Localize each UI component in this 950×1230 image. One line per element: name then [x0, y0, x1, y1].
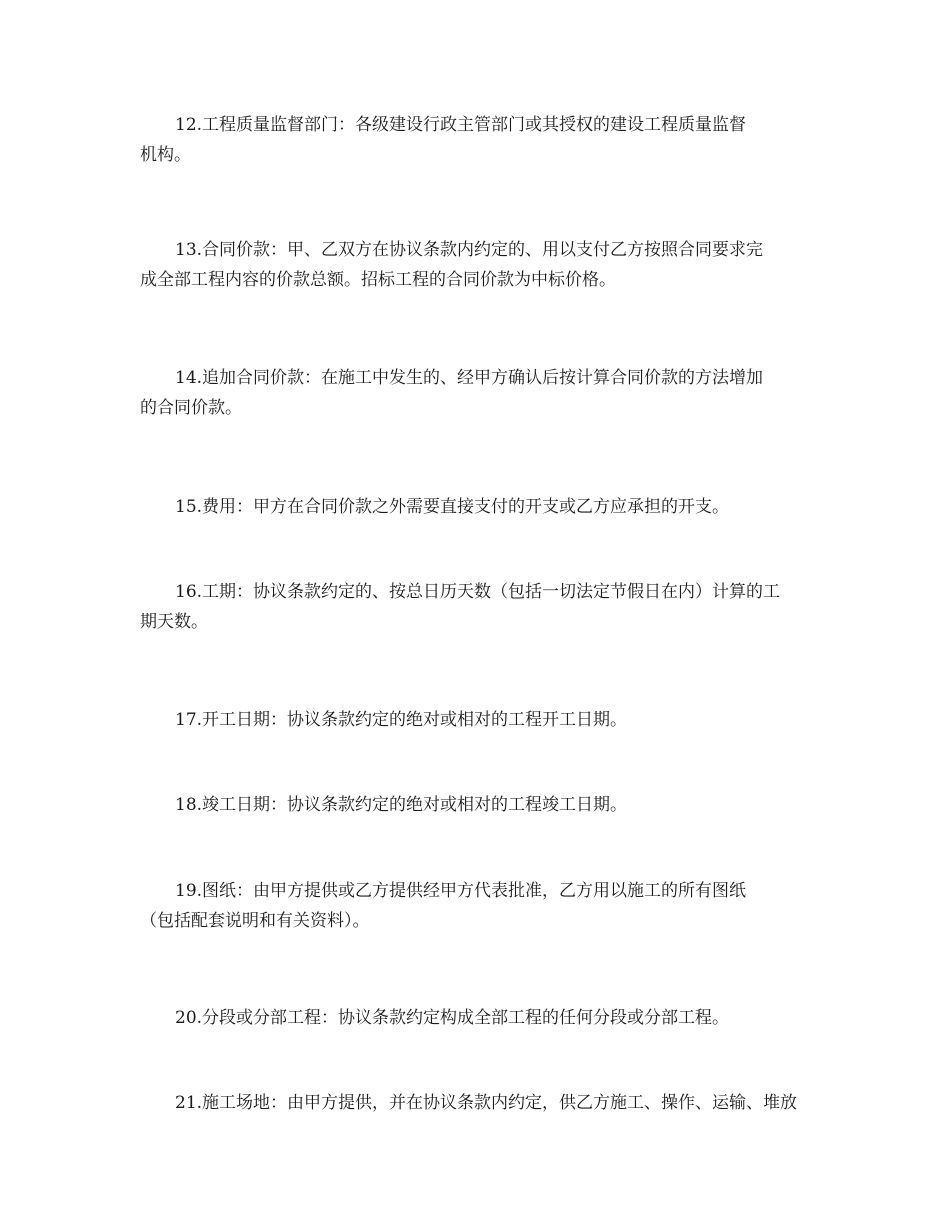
paragraph-line: 成全部工程内容的价款总额。招标工程的合同价款为中标价格。 — [140, 270, 616, 290]
paragraph-line: 13.合同价款：甲、乙双方在协议条款内约定的、用以支付乙方按照合同要求完 — [175, 240, 764, 260]
clause-19 — [140, 876, 820, 936]
paragraph-line: 期天数。 — [140, 612, 208, 632]
paragraph-line: 15.费用：甲方在合同价款之外需要直接支付的开支或乙方应承担的开支。 — [175, 497, 730, 517]
paragraph-line: 机构。 — [140, 145, 191, 165]
clause-18 — [140, 790, 820, 820]
paragraph-line: 16.工期：协议条款约定的、按总日历天数（包括一切法定节假日在内）计算的工 — [175, 582, 781, 602]
paragraph-line: 17.开工日期：协议条款约定的绝对或相对的工程开工日期。 — [175, 710, 628, 730]
paragraph-line: 19.图纸：由甲方提供或乙方提供经甲方代表批准，乙方用以施工的所有图纸 — [175, 881, 747, 901]
paragraph-line: 21.施工场地：由甲方提供，并在协议条款内约定，供乙方施工、操作、运输、堆放 — [175, 1093, 798, 1113]
paragraph-line: 20.分段或分部工程：协议条款约定构成全部工程的任何分段或分部工程。 — [175, 1008, 730, 1028]
clause-21 — [140, 1088, 820, 1118]
clause-13 — [140, 235, 820, 295]
clause-14 — [140, 363, 820, 423]
paragraph-line: 的合同价款。 — [140, 398, 242, 418]
paragraph-line: 18.竣工日期：协议条款约定的绝对或相对的工程竣工日期。 — [175, 795, 628, 815]
clause-17 — [140, 705, 820, 735]
paragraph-line: 12.工程质量监督部门：各级建设行政主管部门或其授权的建设工程质量监督 — [175, 115, 747, 135]
clause-16 — [140, 577, 820, 637]
clause-12 — [140, 110, 820, 170]
clause-20 — [140, 1003, 820, 1033]
clause-15 — [140, 492, 820, 522]
paragraph-line: 14.追加合同价款：在施工中发生的、经甲方确认后按计算合同价款的方法增加 — [175, 368, 764, 388]
paragraph-line: （包括配套说明和有关资料）。 — [140, 911, 370, 931]
